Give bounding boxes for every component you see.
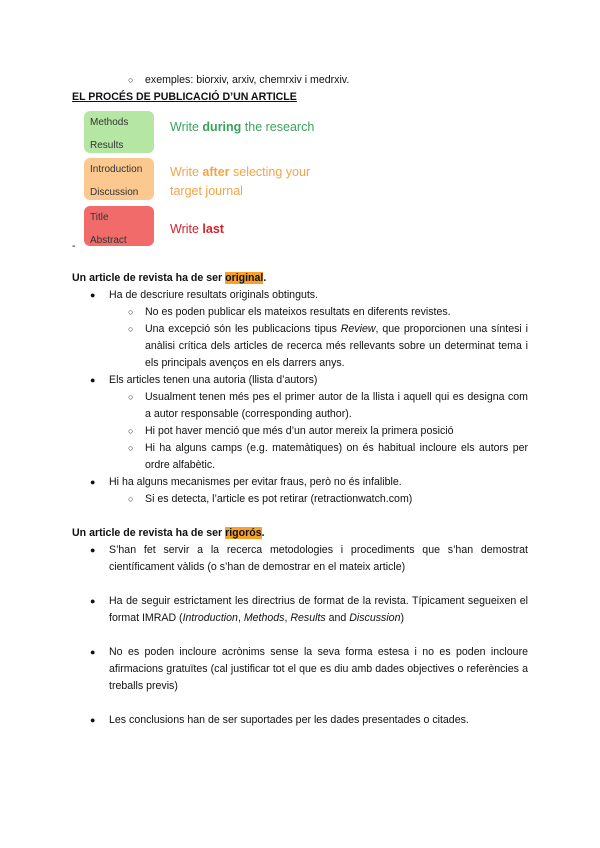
top-item: exemples: biorxiv, arxiv, chemrxiv i medrxiv.	[145, 74, 350, 86]
box-introduction-discussion	[84, 158, 154, 200]
box-label: Title	[90, 212, 109, 223]
bullet: ●	[90, 647, 96, 657]
box-methods-results	[84, 111, 154, 153]
bullet: ●	[90, 715, 96, 725]
box-label: Discussion	[90, 187, 139, 198]
bullet: ●	[90, 477, 96, 487]
box-label: Results	[90, 140, 124, 151]
heading-rigoros: Un article de revista ha de ser rigorós.	[72, 527, 265, 539]
list-item: Usualment tenen més pes el primer autor de la llista i aquell qui es designa com a autor responsable (corresponding author).	[145, 391, 528, 420]
box-label: Abstract	[90, 235, 127, 246]
list-item: Ha de seguir estrictament les directrius de format de la revista. Típicament segueixen el format IMRAD (Introduction, Methods, Results and Discussion)	[109, 595, 528, 624]
bullet: ●	[90, 545, 96, 555]
sub-bullet: ○	[128, 75, 134, 85]
list-item: No es poden incloure acrònims sense la seva forma estesa i no es poden incloure afirmacions gratuïtes (cal justificar tot el que es diu amb dades objectives o referències a treballs previs)	[109, 646, 528, 692]
section-title: EL PROCÉS DE PUBLICACIÓ D’UN ARTICLE	[72, 91, 297, 103]
heading-original: Un article de revista ha de ser original.	[72, 272, 267, 284]
list-item: Una excepció són les publicacions tipus Review, que proporcionen una síntesi i anàlisi crítica dels articles de recerca més rellevants sobre un determinat tema i els principals avenços en els darrers anys.	[145, 323, 528, 369]
sub-bullet: ○	[128, 324, 134, 334]
list-item: Hi pot haver menció que més d’un autor mereix la primera posició	[145, 425, 454, 437]
sub-bullet: ○	[128, 426, 134, 436]
sub-bullet: ○	[128, 307, 134, 317]
list-item: S’han fet servir a la recerca metodologies i procediments que s’han demostrat científicament vàlids (o s’han de demostrar en el mateix article)	[109, 544, 528, 573]
bullet: ●	[90, 290, 96, 300]
bullet: ●	[90, 596, 96, 606]
list-item: No es poden publicar els mateixos resultats en diferents revistes.	[145, 306, 451, 318]
list-item: Ha de descriure resultats originals obtinguts.	[109, 289, 319, 301]
label-last: Write last	[170, 222, 224, 236]
list-item: Hi ha alguns mecanismes per evitar fraus, però no és infalible.	[109, 476, 402, 488]
box-title-abstract	[84, 206, 154, 246]
bullet: ●	[90, 375, 96, 385]
list-item: Si es detecta, l’article es pot retirar (retractionwatch.com)	[145, 493, 413, 505]
dash: -	[72, 240, 76, 252]
label-during: Write during the research	[170, 120, 315, 134]
list-item: Els articles tenen una autoria (llista d’autors)	[109, 374, 318, 386]
list-item: Les conclusions han de ser suportades per les dades presentades o citades.	[109, 714, 469, 726]
list-item: Hi ha alguns camps (e.g. matemàtiques) on és habitual incloure els autors per ordre alfabètic.	[145, 442, 528, 471]
label-after: Write after selecting your target journal	[170, 165, 311, 198]
box-label: Introduction	[90, 164, 143, 175]
sub-bullet: ○	[128, 494, 134, 504]
sub-bullet: ○	[128, 443, 134, 453]
box-label: Methods	[90, 117, 129, 128]
sub-bullet: ○	[128, 392, 134, 402]
